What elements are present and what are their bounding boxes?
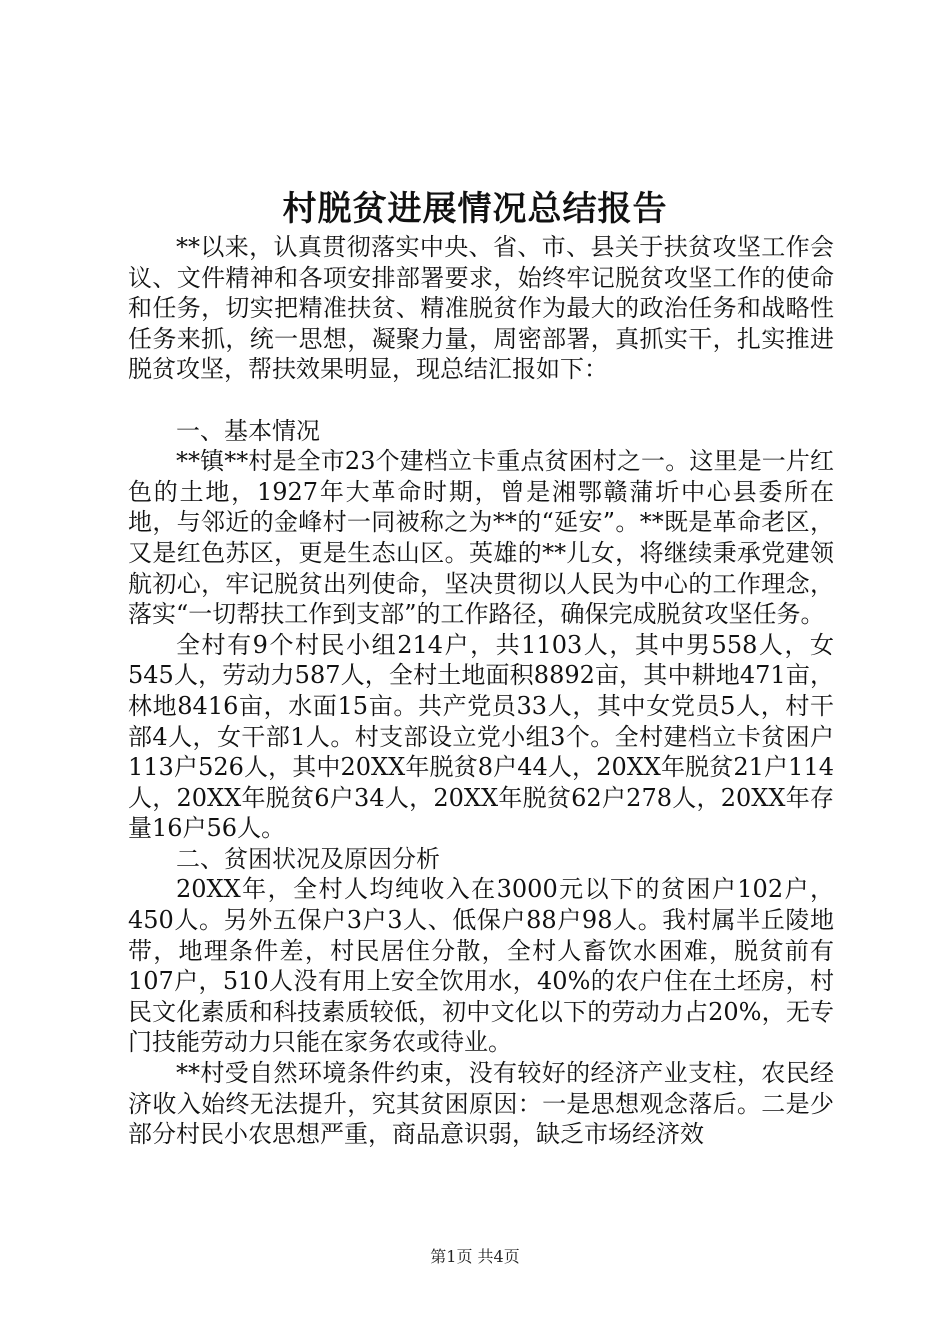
- paragraph-poverty-status: 20XX年，全村人均纯收入在3000元以下的贫困户102户，450人。另外五保户3户3人、低保户88户98人。我村属半丘陵地带，地理条件差，村民居住分散，全村人畜饮水困难，脱贫前有107户，510人没有用上安全饮用水，40%的农户住在土坯房，村民文化素质和科技素质较低，初中文化以下的劳动力占20%，无专门技能劳动力只能在家务农或待业。: [128, 875, 834, 1057]
- section-heading-basic-situation: 一、基本情况: [176, 416, 320, 445]
- document-title: 村脱贫进展情况总结报告: [282, 189, 668, 229]
- paragraph-village-statistics: 全村有9个村民小组214户，共1103人，其中男558人，女545人，劳动力587人，全村土地面积8892亩，其中耕地471亩，林地8416亩，水面15亩。共产党员33人，其中女党员5人，村干部4人，女干部1人。村支部设立党小组3个。全村建档立卡贫困户113户526人，其中20XX年脱贫8户44人，20XX年脱贫21户114人，20XX年脱贫6户34人，20XX年脱贫62户278人，20XX年存量16户56人。: [128, 630, 834, 843]
- page-number-footer: 第1页 共4页: [430, 1247, 520, 1266]
- document-body: [128, 232, 834, 1150]
- section-heading-poverty-analysis: 二、贫困状况及原因分析: [176, 844, 440, 873]
- paragraph-poverty-causes: **村受自然环境条件约束，没有较好的经济产业支柱，农民经济收入始终无法提升，究其贫困原因：一是思想观念落后。二是少部分村民小农思想严重，商品意识弱，缺乏市场经济效: [128, 1059, 834, 1149]
- paragraph-intro: **以来，认真贯彻落实中央、省、市、县关于扶贫攻坚工作会议、文件精神和各项安排部署要求，始终牢记脱贫攻坚工作的使命和任务，切实把精准扶贫、精准脱贫作为最大的政治任务和战略性任务来抓，统一思想，凝聚力量，周密部署，真抓实干，扎实推进脱贫攻坚，帮扶效果明显，现总结汇报如下：: [128, 233, 834, 384]
- paragraph-village-overview: **镇**村是全市23个建档立卡重点贫困村之一。这里是一片红色的土地，1927年大革命时期，曾是湘鄂赣蒲圻中心县委所在地，与邻近的金峰村一同被称之为**的“延安”。**既是革命老区，又是红色苏区，更是生态山区。英雄的**儿女，将继续秉承党建领航初心，牢记脱贫出列使命，坚决贯彻以人民为中心的工作理念，落实“一切帮扶工作到支部”的工作路径，确保完成脱贫攻坚任务。: [128, 447, 834, 629]
